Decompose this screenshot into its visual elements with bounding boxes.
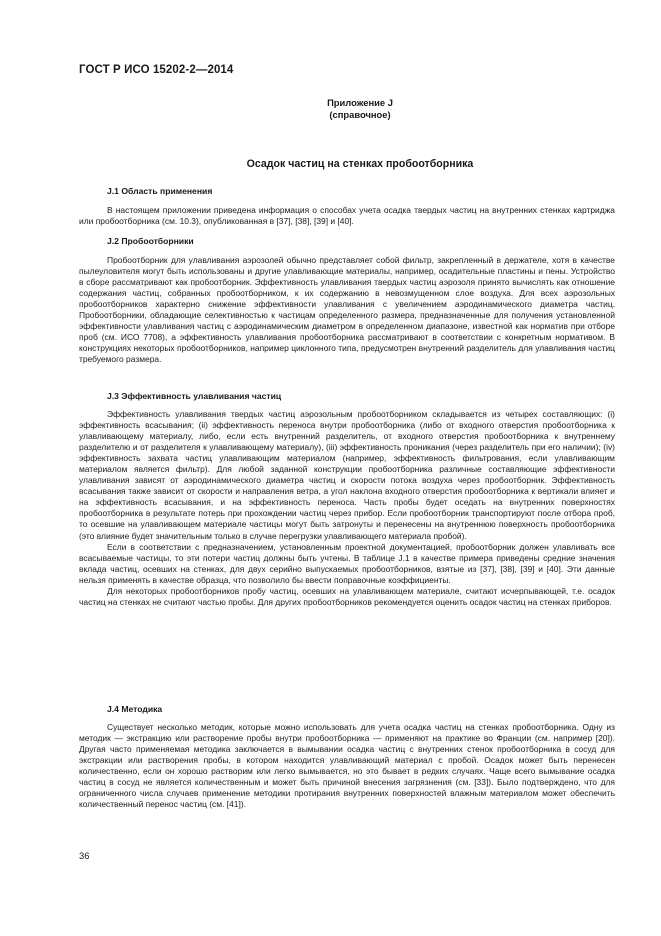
paragraph: Если в соответствии с предназначением, установленным проектной документацией, пробоотборник должен улавливать все всасываемые частицы, то эти потери частиц должны быть учтены. В таблице J.1 в качестве примера приведены средние значения вклада частиц, осевших на стенках, для двух серийно выпускаемых пробоотборников, взятые из [37], [38], [39] и [40]. Эти данные нельзя применять в качестве образца, что позволило бы ввести поправочные коэффициенты. — [79, 541, 615, 585]
appendix-title: Приложение J — [327, 97, 393, 108]
section-heading-j1: J.1 Область применения — [107, 186, 213, 196]
section-heading-j2: J.2 Пробоотборники — [107, 236, 194, 246]
section-body-j2 — [79, 255, 615, 365]
section-body-j1 — [79, 205, 615, 227]
section-heading-j4: J.4 Методика — [107, 704, 163, 714]
paragraph: Пробоотборник для улавливания аэрозолей обычно представляет собой фильтр, закрепленный в держателе, хотя в качестве пылеуловителя могут быть использованы и другие улавливающие материалы, например, осадительные пластины и пены. Устройство в сборе рассматривают как пробоотборник. Эффективность улавливания твердых частиц аэрозоля принято вычислять как отношение содержания частиц, собранных пробоотборником, к их содержанию в невозмущенном слое воздуха. Для всех аэрозольных пробоотборников характерно снижение эффективности улавливания с увеличением аэродинамического диаметра частиц. Пробоотборники, обладающие селективностью к частицам определенного размера, предназначенные для получения установленной эффективности улавливания частиц с аэродинамическим диаметром в определенном диапазоне, известной как норматив при отборе проб (см. ИСО 7708), а эффективность улавливания пробоотборника рассматривают в соответствии с конкретным нормативом. В конструкциях некоторых пробоотборников, например циклонного типа, предусмотрен внутренний разделитель для улавливания частиц требуемого размера. — [79, 255, 615, 365]
section-body-j3 — [79, 409, 615, 608]
document-title: Осадок частиц на стенках пробоотборника — [246, 158, 474, 170]
paragraph: Эффективность улавливания твердых частиц аэрозольным пробоотборником складывается из четырех составляющих: (i) эффективность всасывания; (ii) эффективность переноса внутри пробоотборника (либо от входного отверстия пробоотборника к улавливающему материалу, либо, если есть внутренний разделитель, от входного отверстия пробоотборника к внутреннему разделителю и от разделителя к улавливающему материалу), (iii) эффективность проникания (через разделитель при его наличии); (iv) эффективность захвата частиц улавливающим материалом (например, эффективность фильтрования, если улавливающим материалом является фильтр). Для любой заданной конструкции пробоотборника различные составляющие эффективности улавливания зависят от аэродинамического диаметра частиц и скорости потока воздуха через пробоотборник. Эффективность всасывания также зависит от скорости и направления ветра, а угол наклона входного отверстия пробоотборника к вертикали влияет и на эффективность всасывания, и на эффективность переноса. Часть пробы будет оседать на внутренних поверхностях пробоотборника в результате потерь при прохождении частиц через прибор. Если пробоотборник транспортируют после отбора проб, то осевшие на улавливающем материале частицы могут быть затронуты и перенесены на внутреннюю поверхность пробоотборника (это влияние будет значительным только в случае перегрузки улавливающего материала пробой). — [79, 409, 615, 541]
standard-header: ГОСТ Р ИСО 15202-2—2014 — [79, 64, 234, 76]
section-body-j4 — [79, 722, 615, 810]
appendix-subtitle: (справочное) — [329, 109, 391, 120]
page-number: 36 — [79, 850, 90, 861]
paragraph: Существует несколько методик, которые можно использовать для учета осадка частиц на стенках пробоотборника. Одну из методик — экстракцию или растворение пробы внутри пробоотборника — применяют на практике во Франции (см. например [20]). Другая часто применяемая методика заключается в вымывании осадка частиц с внутренних стенок пробоотборника в сосуд для экстракции или растворения пробы, в котором находится улавливающий материал с пробой. Осадок может быть перенесен количественно, если он хорошо растворим или легко вымывается, но это бывает в редких случаях. Чаще всего вымывание осадка частиц в сосуд не является количественным и может быть причиной внесения загрязнения (см. [33]). Было подтверждено, что для ограниченного числа случаев применение методики протирания внутренних поверхностей влажным материалом может обеспечить количественный перенос частиц (см. [41]). — [79, 722, 615, 810]
section-heading-j3: J.3 Эффективность улавливания частиц — [107, 391, 282, 401]
paragraph: В настоящем приложении приведена информация о способах учета осадка твердых частиц на внутренних стенках картриджа или пробоотборника (см. 10.3), опубликованная в [37], [38], [39] и [40]. — [79, 205, 615, 227]
paragraph: Для некоторых пробоотборников пробу частиц, осевших на улавливающем материале, считают исчерпывающей, т.е. осадок частиц на стенках не считают частью пробы. Для других пробоотборников рекомендуется оценить осадок частиц на стенках приборов. — [79, 585, 615, 607]
